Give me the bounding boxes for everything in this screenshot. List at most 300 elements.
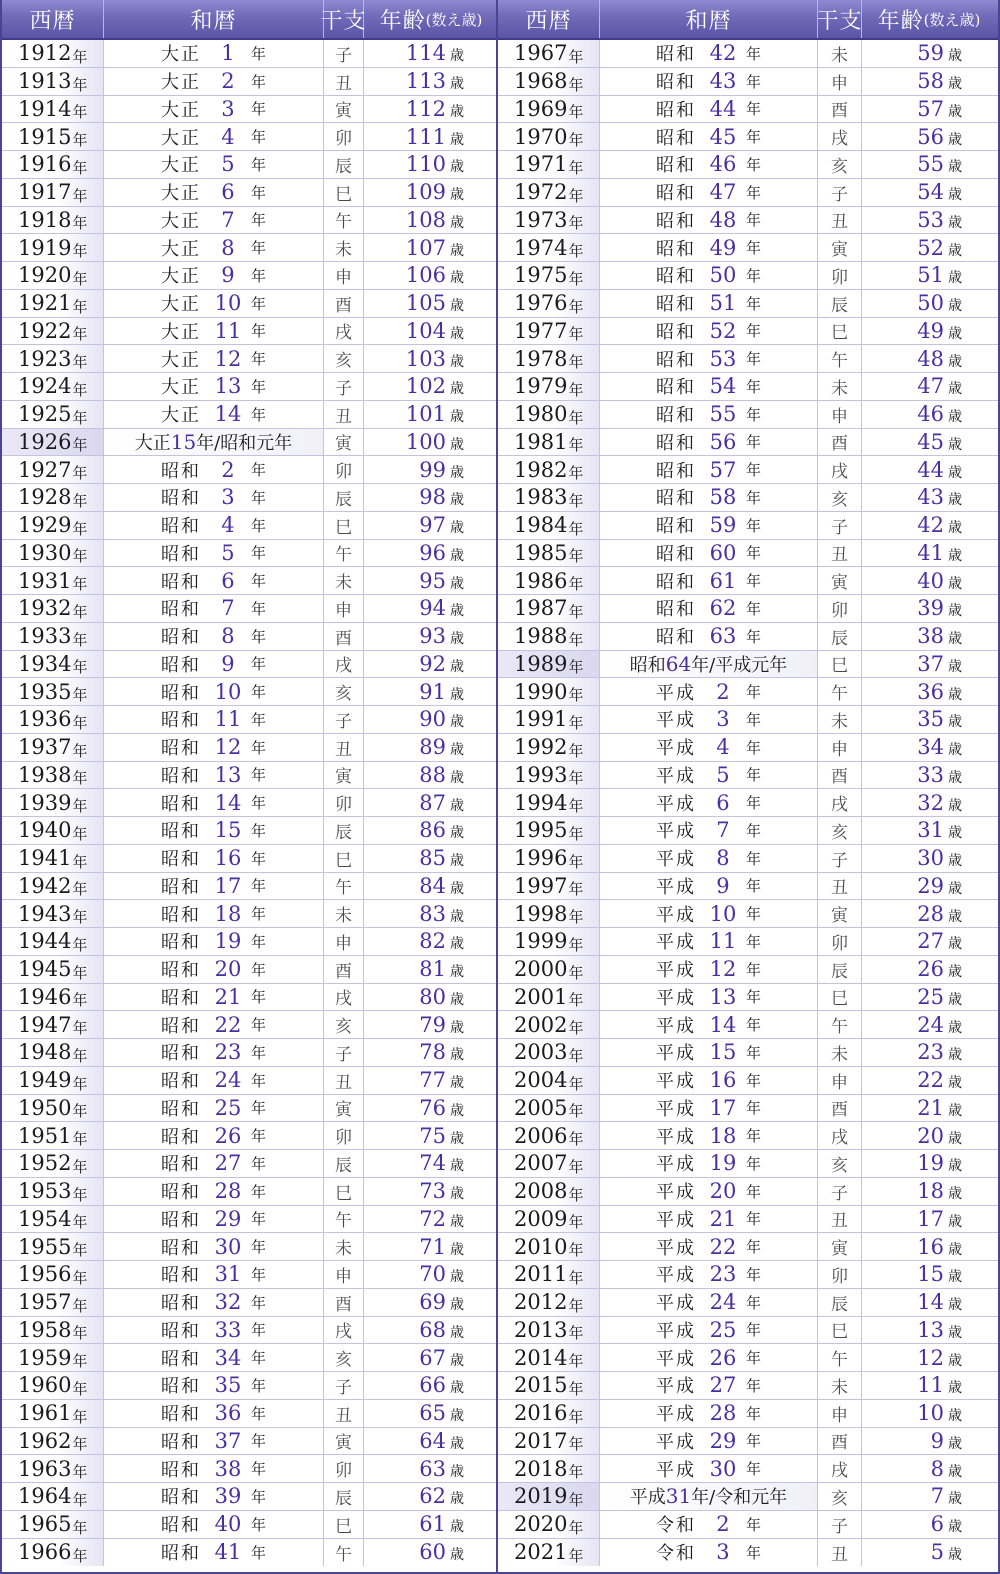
year-unit: 年 <box>568 1490 584 1509</box>
age-cell <box>364 234 498 261</box>
wareki-cell <box>104 1206 324 1233</box>
age-cell <box>364 179 498 206</box>
wareki-number: 27 <box>214 1151 242 1176</box>
seireki-cell <box>498 68 600 95</box>
kanshi-cell: 亥 <box>818 1150 862 1177</box>
age-value: 5 <box>930 1540 944 1565</box>
year-unit: 年 <box>72 880 88 899</box>
age-value: 105 <box>405 291 446 316</box>
year-unit: 年 <box>72 935 88 954</box>
wareki-transition: 年/昭和元年 <box>196 432 293 454</box>
year-unit: 年 <box>568 1241 584 1260</box>
header-age-label: 年齢 <box>379 8 426 34</box>
age-unit: 歳 <box>450 575 464 592</box>
table-row <box>498 595 998 623</box>
wareki-number: 1 <box>221 41 235 66</box>
seireki-year: 1983 <box>514 485 568 510</box>
wareki-number: 47 <box>709 180 737 205</box>
wareki-number: 7 <box>221 596 235 621</box>
year-unit: 年 <box>72 158 88 177</box>
seireki-cell <box>498 1317 600 1344</box>
seireki-cell <box>2 1261 104 1288</box>
kanshi-cell: 辰 <box>818 290 862 317</box>
wareki-cell <box>600 928 818 955</box>
age-unit: 歳 <box>450 1435 464 1452</box>
wareki-number: 48 <box>709 207 737 232</box>
age-cell <box>862 1317 996 1344</box>
wareki-number: 27 <box>709 1373 737 1398</box>
seireki-cell <box>2 900 104 927</box>
wareki-cell <box>104 262 324 289</box>
wareki-cell <box>600 1511 818 1538</box>
kanshi-cell: 子 <box>818 845 862 872</box>
seireki-year: 1998 <box>514 901 568 926</box>
kanshi-cell: 丑 <box>818 1206 862 1233</box>
kanshi-cell: 未 <box>818 373 862 400</box>
wareki-number: 10 <box>214 291 242 316</box>
wareki-cell <box>104 456 324 483</box>
wareki-cell <box>104 68 324 95</box>
table-row <box>498 1206 998 1234</box>
wareki-era: 令和 <box>655 1515 696 1537</box>
kanshi-cell: 巳 <box>818 651 862 678</box>
wareki-cell <box>104 1289 324 1316</box>
wareki-number: 9 <box>221 263 235 288</box>
wareki-cell <box>104 817 324 844</box>
table-row <box>2 1372 496 1400</box>
seireki-year: 2008 <box>514 1179 568 1204</box>
wareki-number: 44 <box>709 96 737 121</box>
age-unit: 歳 <box>450 936 464 953</box>
seireki-cell <box>498 1095 600 1122</box>
age-cell <box>862 1122 996 1149</box>
table-row <box>498 706 998 734</box>
age-cell <box>862 845 996 872</box>
kanshi-cell: 未 <box>818 40 862 67</box>
wareki-cell <box>104 1483 324 1510</box>
kanshi-cell: 亥 <box>324 1011 364 1038</box>
year-unit: 年 <box>568 1074 584 1093</box>
wareki-era: 昭和 <box>160 821 201 843</box>
age-cell <box>364 40 498 67</box>
year-unit: 年 <box>745 100 761 119</box>
seireki-year: 1957 <box>18 1290 72 1315</box>
table-row <box>2 1095 496 1123</box>
seireki-year: 1970 <box>514 124 568 149</box>
year-unit: 年 <box>745 1016 761 1035</box>
seireki-year: 1935 <box>18 679 72 704</box>
seireki-cell <box>498 845 600 872</box>
seireki-year: 1943 <box>18 901 72 926</box>
seireki-cell <box>2 1372 104 1399</box>
wareki-era: 昭和 <box>160 1154 201 1176</box>
seireki-year: 1930 <box>18 540 72 565</box>
seireki-year: 1954 <box>18 1206 72 1231</box>
age-unit: 歳 <box>948 187 962 204</box>
wareki-era: 昭和 <box>655 155 696 177</box>
seireki-cell <box>2 123 104 150</box>
table-row <box>498 96 998 124</box>
wareki-cell <box>600 817 818 844</box>
wareki-cell <box>600 678 818 705</box>
wareki-era: 平成 <box>655 1320 696 1342</box>
kanshi-cell: 申 <box>324 262 364 289</box>
wareki-number: 45 <box>709 124 737 149</box>
wareki-cell <box>104 1372 324 1399</box>
year-unit: 年 <box>745 544 761 563</box>
year-unit: 年 <box>250 461 266 480</box>
wareki-era: 平成 <box>655 1182 696 1204</box>
seireki-year: 1994 <box>514 790 568 815</box>
age-cell <box>862 1289 996 1316</box>
table-row <box>498 318 998 346</box>
age-unit: 歳 <box>450 1352 464 1369</box>
table-row <box>498 762 998 790</box>
table-row <box>2 456 496 484</box>
wareki-number: 38 <box>214 1456 242 1481</box>
age-value: 55 <box>917 152 944 177</box>
table-row <box>2 484 496 512</box>
wareki-era: 昭和 <box>160 1237 201 1259</box>
age-value: 29 <box>917 873 944 898</box>
age-cell <box>862 789 996 816</box>
seireki-year: 1985 <box>514 540 568 565</box>
wareki-cell <box>600 567 818 594</box>
wareki-cell <box>600 1039 818 1066</box>
seireki-year: 1923 <box>18 346 72 371</box>
seireki-cell <box>2 290 104 317</box>
year-unit: 年 <box>72 1102 88 1121</box>
age-cell <box>364 928 498 955</box>
age-unit: 歳 <box>948 1269 962 1286</box>
wareki-number: 43 <box>709 69 737 94</box>
seireki-year: 1997 <box>514 873 568 898</box>
year-unit: 年 <box>745 905 761 924</box>
age-unit: 歳 <box>450 76 464 93</box>
wareki-era: 昭和 <box>160 932 201 954</box>
year-unit: 年 <box>250 516 266 535</box>
table-row <box>2 651 496 679</box>
age-unit: 歳 <box>948 103 962 120</box>
year-unit: 年 <box>745 683 761 702</box>
wareki-number: 24 <box>214 1068 242 1093</box>
seireki-year: 2000 <box>514 957 568 982</box>
wareki-number: 3 <box>221 485 235 510</box>
age-value: 23 <box>917 1040 944 1065</box>
kanshi-cell: 卯 <box>324 123 364 150</box>
age-cell <box>364 595 498 622</box>
wareki-era: 大正 <box>160 44 201 66</box>
age-value: 108 <box>405 207 446 232</box>
age-unit: 歳 <box>948 575 962 592</box>
seireki-year: 1991 <box>514 707 568 732</box>
age-cell <box>364 762 498 789</box>
age-unit: 歳 <box>450 964 464 981</box>
table-row <box>498 817 998 845</box>
age-value: 56 <box>917 124 944 149</box>
seireki-cell <box>498 151 600 178</box>
header-age-label: 年齢 <box>877 8 924 34</box>
seireki-cell <box>498 1261 600 1288</box>
seireki-cell <box>498 1289 600 1316</box>
table-row <box>2 1261 496 1289</box>
seireki-cell <box>498 1233 600 1260</box>
wareki-number: 21 <box>709 1206 737 1231</box>
year-unit: 年 <box>745 1182 761 1201</box>
age-value: 76 <box>419 1095 446 1120</box>
wareki-cell <box>600 40 818 67</box>
age-value: 52 <box>917 235 944 260</box>
kanshi-cell: 未 <box>324 1233 364 1260</box>
year-unit: 年 <box>568 1157 584 1176</box>
year-unit: 年 <box>72 1324 88 1343</box>
age-unit: 歳 <box>450 187 464 204</box>
wareki-number: 4 <box>221 124 235 149</box>
table-row <box>2 1039 496 1067</box>
seireki-year: 1942 <box>18 873 72 898</box>
wareki-era: 昭和 <box>160 710 201 732</box>
year-unit: 年 <box>568 47 584 66</box>
year-unit: 年 <box>250 738 266 757</box>
year-unit: 年 <box>72 408 88 427</box>
kanshi-cell: 丑 <box>818 207 862 234</box>
seireki-year: 1934 <box>18 651 72 676</box>
age-unit: 歳 <box>450 520 464 537</box>
kanshi-cell: 辰 <box>324 1483 364 1510</box>
year-unit: 年 <box>745 766 761 785</box>
age-unit: 歳 <box>450 1297 464 1314</box>
seireki-year: 1933 <box>18 624 72 649</box>
table-row <box>498 567 998 595</box>
wareki-number: 18 <box>214 901 242 926</box>
wareki-number: 15 <box>214 818 242 843</box>
seireki-cell <box>2 1150 104 1177</box>
wareki-number: 11 <box>214 707 242 732</box>
year-unit: 年 <box>72 436 88 455</box>
table-row <box>498 789 998 817</box>
seireki-year: 1927 <box>18 457 72 482</box>
wareki-number: 25 <box>709 1317 737 1342</box>
age-value: 80 <box>419 984 446 1009</box>
year-unit: 年 <box>250 877 266 896</box>
wareki-era: 大正 <box>160 405 201 427</box>
age-unit: 歳 <box>450 686 464 703</box>
table-row <box>2 928 496 956</box>
table-row <box>2 1483 496 1511</box>
seireki-cell <box>2 623 104 650</box>
wareki-cell <box>104 540 324 567</box>
age-cell <box>862 40 996 67</box>
year-unit: 年 <box>250 544 266 563</box>
year-unit: 年 <box>250 1376 266 1395</box>
wareki-era: 大正 <box>160 99 201 121</box>
wareki-transition: 年/令和元年 <box>691 1487 788 1509</box>
seireki-cell <box>2 1178 104 1205</box>
wareki-number: 3 <box>716 707 730 732</box>
wareki-number: 61 <box>709 568 737 593</box>
wareki-era: 平成 <box>655 682 696 704</box>
year-unit: 年 <box>250 266 266 285</box>
age-unit: 歳 <box>450 1075 464 1092</box>
wareki-cell <box>104 623 324 650</box>
wareki-cell <box>600 318 818 345</box>
seireki-year: 1982 <box>514 457 568 482</box>
seireki-year: 1926 <box>18 429 72 454</box>
wareki-number: 10 <box>709 901 737 926</box>
age-cell <box>862 234 996 261</box>
seireki-year: 2016 <box>514 1401 568 1426</box>
age-unit: 歳 <box>450 298 464 315</box>
age-unit: 歳 <box>450 436 464 453</box>
age-value: 97 <box>419 513 446 538</box>
kanshi-cell: 申 <box>818 734 862 761</box>
wareki-era: 昭和 <box>160 1126 201 1148</box>
table-row <box>2 1122 496 1150</box>
seireki-cell <box>498 900 600 927</box>
age-cell <box>364 484 498 511</box>
seireki-year: 2012 <box>514 1290 568 1315</box>
wareki-number: 13 <box>709 984 737 1009</box>
table-row <box>498 290 998 318</box>
year-unit: 年 <box>72 852 88 871</box>
wareki-number: 12 <box>214 346 242 371</box>
kanshi-cell: 巳 <box>324 845 364 872</box>
wareki-cell <box>104 900 324 927</box>
kanshi-cell: 亥 <box>818 1483 862 1510</box>
kanshi-cell: 戌 <box>818 1122 862 1149</box>
age-unit: 歳 <box>948 436 962 453</box>
seireki-year: 1960 <box>18 1373 72 1398</box>
wareki-number: 19 <box>709 1151 737 1176</box>
year-unit: 年 <box>745 350 761 369</box>
age-unit: 歳 <box>948 353 962 370</box>
year-unit: 年 <box>568 269 584 288</box>
seireki-year: 1992 <box>514 735 568 760</box>
year-unit: 年 <box>250 211 266 230</box>
wareki-era: 平成 <box>655 904 696 926</box>
age-cell <box>364 706 498 733</box>
year-unit: 年 <box>250 599 266 618</box>
wareki-number: 28 <box>214 1179 242 1204</box>
header-row-right <box>498 0 998 40</box>
seireki-cell <box>498 623 600 650</box>
kanshi-cell: 未 <box>324 900 364 927</box>
kanshi-cell: 巳 <box>324 1178 364 1205</box>
table-row <box>498 984 998 1012</box>
seireki-year: 1978 <box>514 346 568 371</box>
table-row <box>2 318 496 346</box>
wareki-era: 平成 <box>655 1404 696 1426</box>
year-unit: 年 <box>745 1071 761 1090</box>
age-unit: 歳 <box>948 1019 962 1036</box>
table-row <box>2 873 496 901</box>
table-row <box>2 623 496 651</box>
age-value: 84 <box>419 873 446 898</box>
age-value: 7 <box>930 1484 944 1509</box>
year-unit: 年 <box>745 322 761 341</box>
seireki-cell <box>2 651 104 678</box>
age-unit: 歳 <box>948 1491 962 1508</box>
age-value: 28 <box>917 901 944 926</box>
kanshi-cell: 戌 <box>818 789 862 816</box>
kanshi-cell: 丑 <box>818 873 862 900</box>
wareki-era: 平成 <box>655 1154 696 1176</box>
year-unit: 年 <box>250 988 266 1007</box>
age-value: 89 <box>419 735 446 760</box>
year-unit: 年 <box>745 960 761 979</box>
age-unit: 歳 <box>450 270 464 287</box>
year-unit: 年 <box>745 877 761 896</box>
seireki-year: 2010 <box>514 1234 568 1259</box>
age-value: 9 <box>930 1428 944 1453</box>
seireki-year: 2004 <box>514 1068 568 1093</box>
wareki-era: 昭和 <box>160 488 201 510</box>
kanshi-cell: 辰 <box>324 817 364 844</box>
age-cell <box>862 706 996 733</box>
age-cell <box>364 567 498 594</box>
age-unit: 歳 <box>450 742 464 759</box>
seireki-cell <box>498 1428 600 1455</box>
seireki-year: 1967 <box>514 41 568 66</box>
age-unit: 歳 <box>450 1324 464 1341</box>
wareki-cell <box>600 595 818 622</box>
age-unit: 歳 <box>948 880 962 897</box>
age-unit: 歳 <box>450 242 464 259</box>
wareki-number: 52 <box>709 318 737 343</box>
year-unit: 年 <box>250 1016 266 1035</box>
age-cell <box>364 1150 498 1177</box>
kanshi-cell: 午 <box>818 678 862 705</box>
seireki-cell <box>2 1344 104 1371</box>
age-value: 13 <box>917 1317 944 1342</box>
kanshi-cell: 未 <box>818 706 862 733</box>
age-value: 39 <box>917 596 944 621</box>
seireki-year: 1980 <box>514 402 568 427</box>
age-value: 57 <box>917 96 944 121</box>
wareki-era: 昭和 <box>160 1265 201 1287</box>
seireki-cell <box>498 290 600 317</box>
age-value: 81 <box>419 957 446 982</box>
age-cell <box>862 678 996 705</box>
age-unit: 歳 <box>948 964 962 981</box>
age-value: 64 <box>419 1428 446 1453</box>
year-unit: 年 <box>568 658 584 677</box>
wareki-cell <box>104 1344 324 1371</box>
wareki-number: 42 <box>709 41 737 66</box>
age-unit: 歳 <box>948 1213 962 1230</box>
table-row <box>2 151 496 179</box>
table-row <box>498 262 998 290</box>
wareki-number: 4 <box>716 735 730 760</box>
age-unit: 歳 <box>450 603 464 620</box>
age-unit: 歳 <box>948 797 962 814</box>
age-value: 26 <box>917 957 944 982</box>
seireki-cell <box>498 540 600 567</box>
age-value: 88 <box>419 762 446 787</box>
wareki-era: 平成 <box>655 1376 696 1398</box>
kanshi-cell: 申 <box>818 1400 862 1427</box>
age-cell <box>862 595 996 622</box>
seireki-cell <box>2 179 104 206</box>
kanshi-cell: 寅 <box>324 1428 364 1455</box>
seireki-cell <box>498 96 600 123</box>
year-unit: 年 <box>72 769 88 788</box>
kanshi-cell: 寅 <box>324 429 364 456</box>
age-cell <box>364 1178 498 1205</box>
wareki-cell <box>600 956 818 983</box>
table-row <box>498 1539 998 1567</box>
year-unit: 年 <box>72 519 88 538</box>
